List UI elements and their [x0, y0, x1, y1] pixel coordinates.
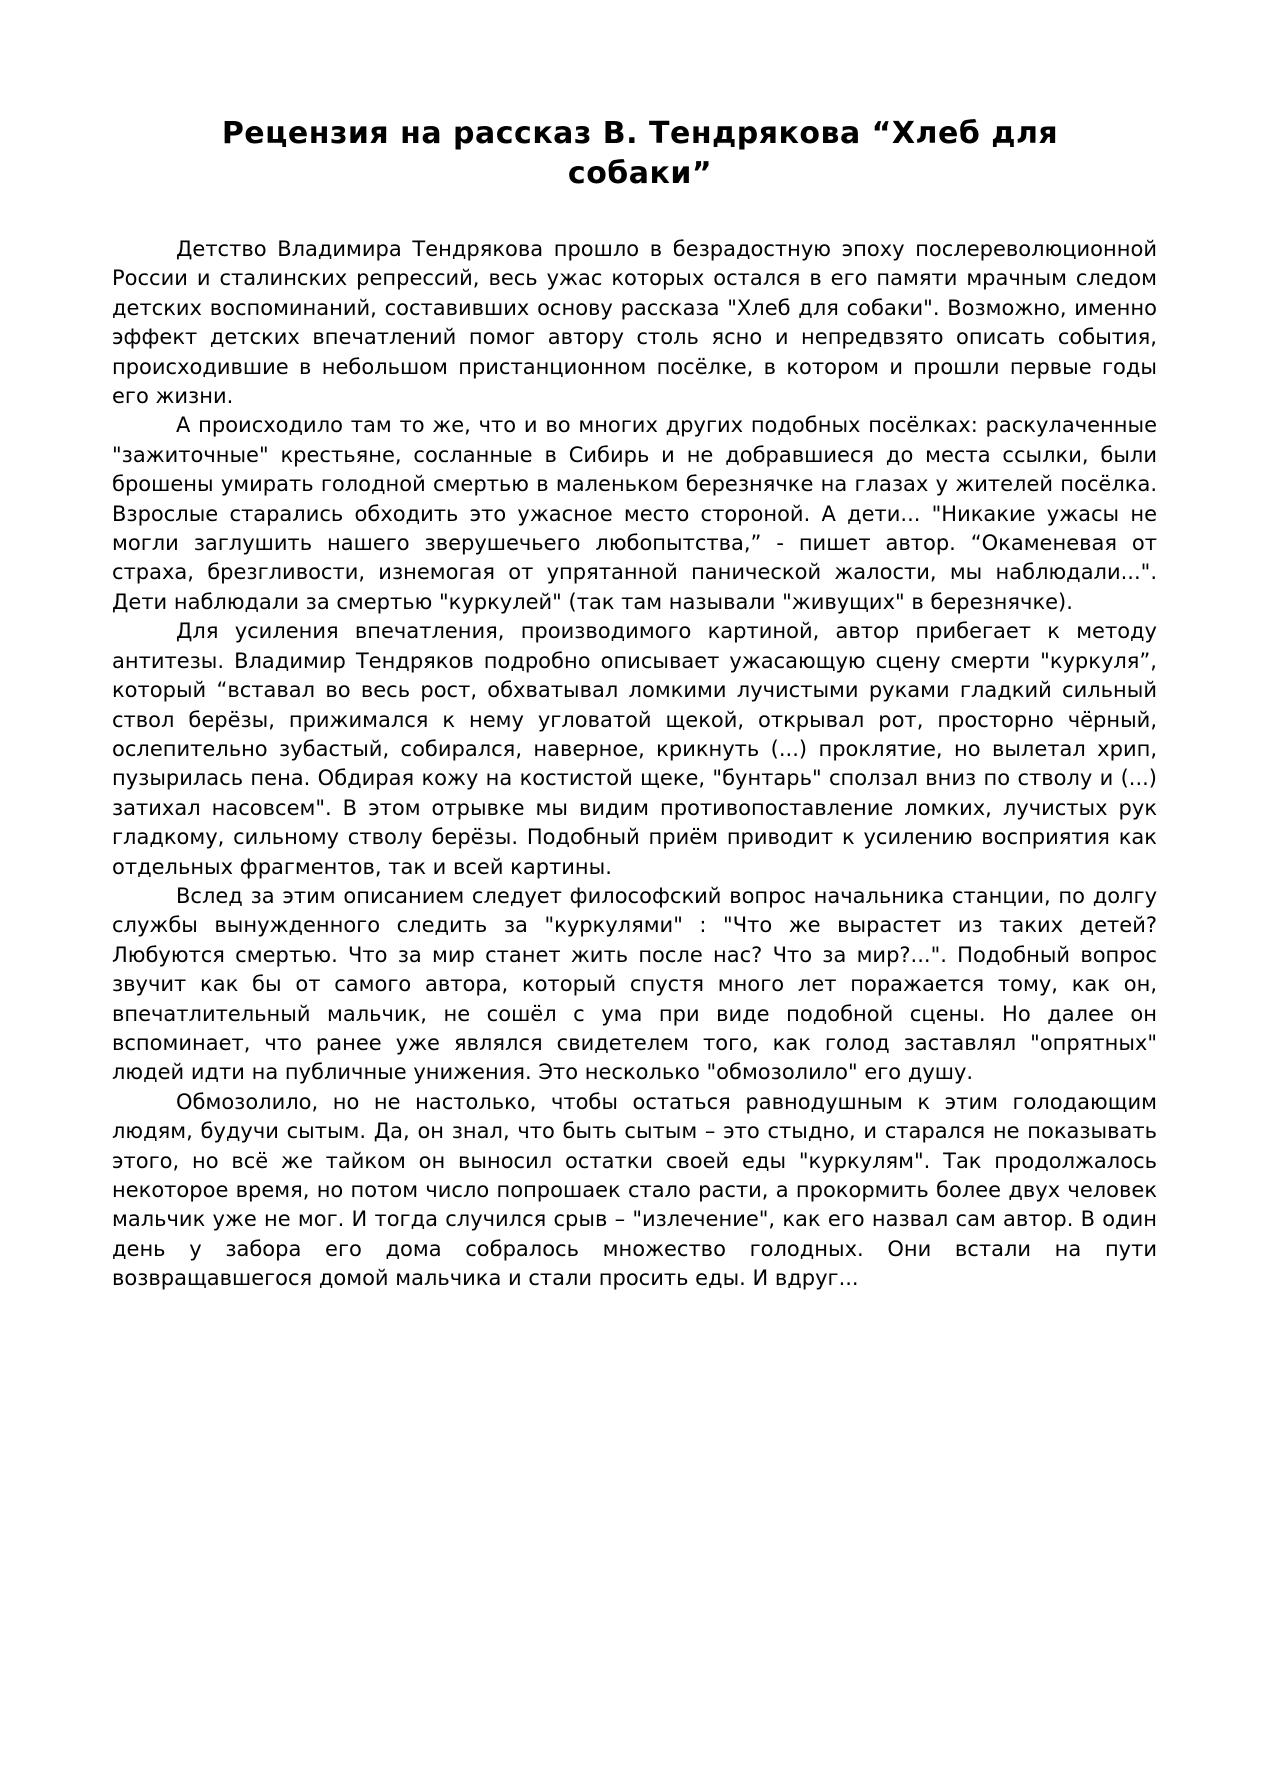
paragraph: А происходило там то же, что и во многих других подобных посёлках: раскулаченные "зажиточные" крестьяне, сосланные в Сибирь и не добравшиеся до места ссылки, были брошены умирать голодной смертью в маленьком березнячке на глазах у жителей посёлка. Взрослые старались обходить это ужасное место стороной. А дети... "Никакие ужасы не могли заглушить нашего зверушечьего любопытства,” - пишет автор. “Окаменевая от страха, брезгливости, изнемогая от упрятанной панической жалости, мы наблюдали...". Дети наблюдали за смертью "куркулей" (так там называли "живущих" в березнячке).	[112, 413, 1157, 614]
paragraph: Вслед за этим описанием следует философский вопрос начальника станции, по долгу службы вынужденного следить за "куркулями" : "Что же вырастет из таких детей? Любуются смертью. Что за мир станет жить после нас? Что за мир?...". Подобный вопрос звучит как бы от самого автора, который спустя много лет поражается тому, как он, впечатлительный мальчик, не сошёл с ума при виде подобной сцены. Но далее он вспоминает, что ранее уже являлся свидетелем того, как голод заставлял "опрятных" людей идти на публичные унижения. Это несколько "обмозолило" его душу.	[112, 883, 1157, 1085]
document-body	[112, 235, 1157, 1294]
document-title: Рецензия на рассказ В. Тендрякова “Хлеб для собаки”	[221, 116, 1059, 191]
paragraph: Детство Владимира Тендрякова прошло в безрадостную эпоху послереволюционной России и сталинских репрессий, весь ужас которых остался в его памяти мрачным следом детских воспоминаний, составивших основу рассказа "Хлеб для собаки". Возможно, именно эффект детских впечатлений помог автору столь ясно и непредвзято описать события, происходившие в небольшом пристанционном посёлке, в котором и прошли первые годы его жизни.	[112, 237, 1157, 409]
paragraph: Для усиления впечатления, производимого картиной, автор прибегает к методу антитезы. Владимир Тендряков подробно описывает ужасающую сцену смерти "куркуля”, который “вставал во весь рост, обхватывал ломкими лучистыми руками гладкий сильный ствол берёзы, прижимался к нему угловатой щекой, открывал рот, просторно чёрный, ослепительно зубастый, собирался, наверное, крикнуть (...) проклятие, но вылетал хрип, пузырилась пена. Обдирая кожу на костистой щеке, "бунтарь" сползал вниз по стволу и (...) затихал насовсем". В этом отрывке мы видим противопоставление ломких, лучистых рук гладкому, сильному стволу берёзы. Подобный приём приводит к усилению восприятия как отдельных фрагментов, так и всей картины.	[112, 619, 1157, 879]
document-page	[0, 114, 1280, 1770]
paragraph: Обмозолило, но не настолько, чтобы остаться равнодушным к этим голодающим людям, будучи сытым. Да, он знал, что быть сытым – это стыдно, и старался не показывать этого, но всё же тайком он выносил остатки своей еды "куркулям". Так продолжалось некоторое время, но потом число попрошаек стало расти, а прокормить более двух человек мальчик уже не мог. И тогда случился срыв – "излечение", как его назвал сам автор. В один день у забора его дома собралось множество голодных. Они встали на пути возвращавшегося домой мальчика и стали просить еды. И вдруг...	[112, 1089, 1157, 1291]
